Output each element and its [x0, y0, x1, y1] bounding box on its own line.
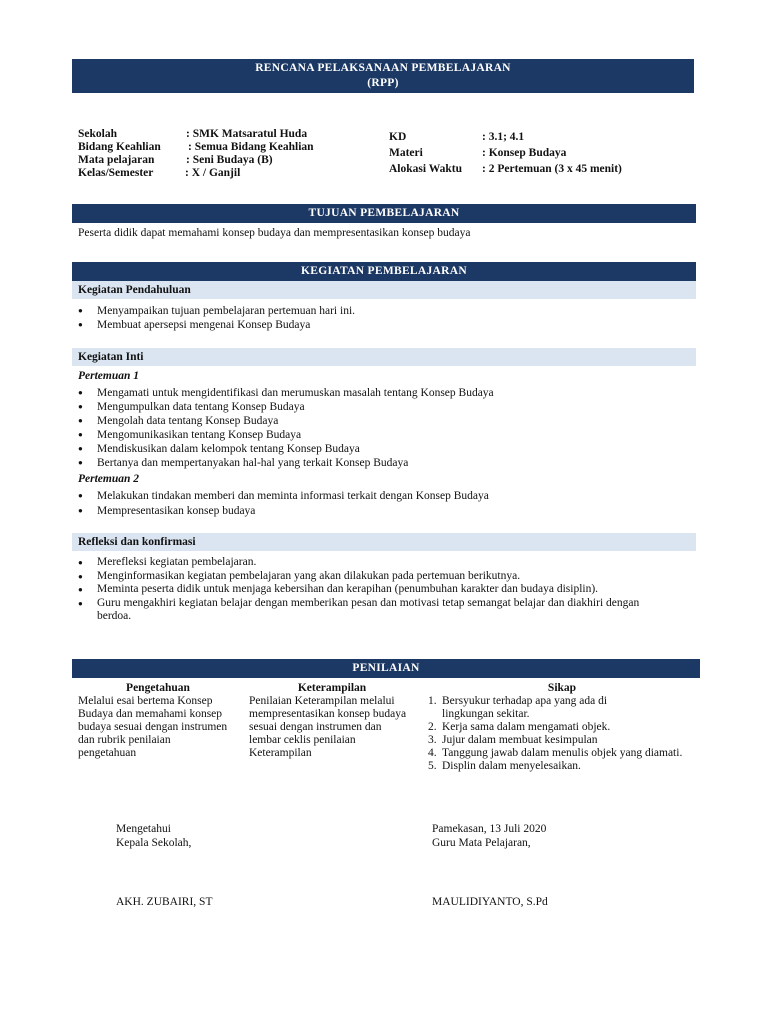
- list-item: ● Mengolah data tentang Konsep Budaya: [76, 414, 676, 428]
- document-title-banner: [72, 59, 694, 93]
- identity-value: : SMK Matsaratul Huda: [186, 128, 308, 140]
- identity-label: Alokasi Waktu: [389, 163, 462, 175]
- list-item-text: Kerja sama dalam mengamati objek.: [442, 721, 611, 733]
- inti-header: Kegiatan Inti: [72, 348, 696, 366]
- list-item: ● Mendiskusikan dalam kelompok tentang Konsep Budaya: [76, 442, 676, 456]
- list-item: ● Bertanya dan mempertanyakan hal-hal yang terkait Konsep Budaya: [76, 456, 676, 470]
- signature-left-line2: Kepala Sekolah,: [116, 837, 192, 849]
- pertemuan-1-label: Pertemuan 1: [78, 370, 140, 382]
- keterampilan-title: Keterampilan: [297, 682, 367, 694]
- list-item: ● Mengamati untuk mengidentifikasi dan merumuskan masalah tentang Konsep Budaya: [76, 386, 676, 400]
- identity-value: : 3.1; 4.1: [482, 131, 525, 143]
- identity-right: [389, 129, 622, 177]
- identity-value: : Seni Budaya (B): [186, 154, 273, 166]
- signature-left: [116, 822, 191, 850]
- list-item-text: Displin dalam menyelesaikan.: [442, 760, 581, 772]
- pertemuan-2-label: Pertemuan 2: [78, 473, 140, 485]
- penilaian-header: PENILAIAN: [72, 659, 700, 678]
- keterampilan-text: Penilaian Keterampilan melalui mempresentasikan konsep budaya sesuai dengan instrumen dan lembar ceklis penilaian Keterampilan: [249, 695, 407, 759]
- sikap-list: [428, 695, 690, 773]
- tujuan-text: Peserta didik dapat memahami konsep budaya dan mempresentasikan konsep budaya: [78, 227, 471, 239]
- list-item-text: Tanggung jawab dalam menulis objek yang diamati.: [442, 747, 683, 759]
- list-item: 4. Tanggung jawab dalam menulis objek yang diamati.: [428, 747, 683, 759]
- identity-label: KD: [389, 131, 407, 143]
- list-item: ● Guru mengakhiri kegiatan belajar dengan memberikan pesan dan motivasi tetap semangat belajar dan diakhiri dengan berdoa.: [76, 597, 667, 624]
- kegiatan-header: KEGIATAN PEMBELAJARAN: [72, 262, 696, 281]
- refleksi-header: Refleksi dan konfirmasi: [72, 533, 696, 551]
- identity-value: : Konsep Budaya: [482, 147, 567, 159]
- list-item: 1. Bersyukur terhadap apa yang ada di lingkungan sekitar.: [428, 695, 608, 720]
- identity-label: Bidang Keahlian: [78, 141, 161, 153]
- identity-label: Sekolah: [78, 128, 117, 140]
- list-item: ● Mengomunikasikan tentang Konsep Budaya: [76, 428, 676, 442]
- list-item: ● Menyampaikan tujuan pembelajaran pertemuan hari ini.: [76, 304, 676, 318]
- list-item: ● Membuat apersepsi mengenai Konsep Budaya: [76, 318, 676, 332]
- identity-value: : 2 Pertemuan (3 x 45 menit): [482, 163, 622, 175]
- list-item: ● Mengumpulkan data tentang Konsep Budaya: [76, 400, 676, 414]
- pendahuluan-list: [76, 304, 676, 332]
- identity-value: : X / Ganjil: [185, 167, 241, 179]
- signature-right: [432, 822, 546, 850]
- keterampilan-column: [249, 681, 415, 760]
- document-title: RENCANA PELAKSANAAN PEMBELAJARAN: [255, 62, 511, 74]
- tujuan-header: TUJUAN PEMBELAJARAN: [72, 204, 696, 223]
- signature-left-line1: Mengetahui: [116, 823, 171, 835]
- pertemuan-1-list: [76, 386, 676, 470]
- list-item: ● Merefleksi kegiatan pembelajaran.: [76, 556, 676, 570]
- headmaster-name: AKH. ZUBAIRI, ST: [116, 896, 213, 908]
- pengetahuan-text: Melalui esai bertema Konsep Budaya dan memahami konsep budaya sesuai dengan instrumen dan rubrik penilaian pengetahuan: [78, 695, 228, 759]
- sikap-title: Sikap: [547, 682, 577, 694]
- sikap-column: [428, 681, 696, 773]
- pendahuluan-header: Kegiatan Pendahuluan: [72, 281, 696, 299]
- list-item: 5. Displin dalam menyelesaikan.: [428, 760, 581, 772]
- document-subtitle: (RPP): [367, 77, 399, 89]
- list-item: 3. Jujur dalam membuat kesimpulan: [428, 734, 598, 746]
- pengetahuan-title: Pengetahuan: [126, 682, 190, 694]
- pengetahuan-column: [78, 681, 238, 760]
- list-item: ● Meminta peserta didik untuk menjaga kebersihan dan kerapihan (penumbuhan karakter dan budaya disiplin).: [76, 583, 653, 597]
- refleksi-list: [76, 556, 676, 624]
- list-item: ● Melakukan tindakan memberi dan meminta informasi terkait dengan Konsep Budaya: [76, 489, 676, 503]
- teacher-name: MAULIDIYANTO, S.Pd: [432, 896, 548, 908]
- identity-label: Materi: [389, 147, 423, 159]
- identity-label: Mata pelajaran: [78, 154, 155, 166]
- list-item: 2. Kerja sama dalam mengamati objek.: [428, 721, 611, 733]
- identity-label: Kelas/Semester: [78, 167, 154, 179]
- list-item: ● Mempresentasikan konsep budaya: [76, 504, 676, 518]
- identity-value: : Semua Bidang Keahlian: [188, 141, 314, 153]
- signature-right-line2: Guru Mata Pelajaran,: [432, 837, 531, 849]
- signature-right-line1: Pamekasan, 13 Juli 2020: [432, 823, 547, 835]
- list-item-text: Bersyukur terhadap apa yang ada di lingkungan sekitar.: [442, 695, 608, 720]
- list-item-text: Jujur dalam membuat kesimpulan: [442, 734, 598, 746]
- pertemuan-2-list: [76, 489, 676, 518]
- identity-left: [78, 128, 314, 180]
- list-item: ● Menginformasikan kegiatan pembelajaran yang akan dilakukan pada pertemuan berikutnya.: [76, 570, 676, 584]
